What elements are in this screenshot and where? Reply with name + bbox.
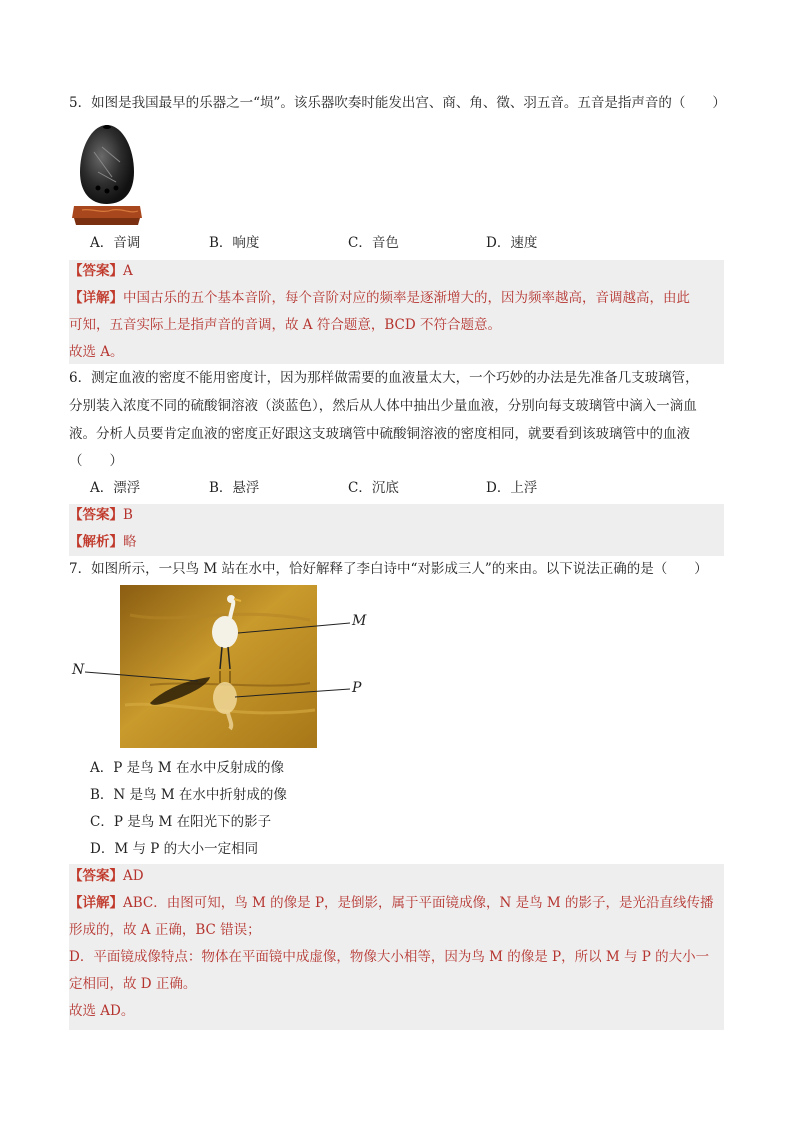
q5-option-b: B．响度 xyxy=(209,235,260,251)
explain-label: 【详解】 xyxy=(69,895,123,911)
explain-label: 【详解】 xyxy=(69,290,123,306)
q6-option-c: C．沉底 xyxy=(348,480,399,496)
q5-answer-block xyxy=(69,260,724,364)
explain-text: 中国古乐的五个基本音阶，每个音阶对应的频率是逐渐增大的，因为频率越高，音调越高，由此 xyxy=(123,290,690,306)
q5-explanation-2: 可知，五音实际上是指声音的音调，故 A 符合题意，BCD 不符合题意。 xyxy=(69,317,501,333)
q6-option-d: D．上浮 xyxy=(486,480,538,496)
q7-answer-block xyxy=(69,864,724,1030)
answer-value: B xyxy=(123,507,133,523)
answer-value: A xyxy=(123,263,133,279)
q7-explanation-1 xyxy=(69,894,714,912)
figure-label-p: P xyxy=(352,680,362,696)
q7-answer xyxy=(69,867,144,885)
q6-option-b: B．悬浮 xyxy=(209,480,260,496)
explain-text: ABC．由图可知，鸟 M 的像是 P，是倒影，属于平面镜成像，N 是鸟 M 的影子，是光沿直线传播 xyxy=(123,895,714,911)
q6-stem-4: （ ） xyxy=(69,453,123,469)
answer-label: 【答案】 xyxy=(69,507,123,523)
figure-label-n: N xyxy=(72,662,85,678)
q6-option-a: A．漂浮 xyxy=(90,480,141,496)
q5-conclusion: 故选 A。 xyxy=(69,344,124,360)
bird-reflection-figure xyxy=(70,585,380,750)
q5-answer xyxy=(69,262,133,280)
q5-option-c: C．音色 xyxy=(348,235,399,251)
answer-label: 【答案】 xyxy=(69,868,123,884)
q6-stem-2: 分别装入浓度不同的硫酸铜溶液（淡蓝色），然后从人体中抽出少量血液，分别向每支玻璃管中滴入一滴血 xyxy=(69,398,697,414)
q7-explanation-2: 形成的，故 A 正确，BC 错误； xyxy=(69,922,261,938)
q7-conclusion: 故选 AD。 xyxy=(69,1003,135,1019)
figure-label-m: M xyxy=(352,613,367,629)
q7-option-b: B．N 是鸟 M 在水中折射成的像 xyxy=(90,787,287,803)
q5-stem: 5．如图是我国最早的乐器之一“埙”。该乐器吹奏时能发出宫、商、角、徵、羽五音。五音是指声音的（ ） xyxy=(69,95,726,111)
q5-option-d: D．速度 xyxy=(486,235,538,251)
q7-option-d: D．M 与 P 的大小一定相同 xyxy=(90,841,259,857)
analysis-text: 略 xyxy=(123,534,137,550)
q7-explanation-3: D．平面镜成像特点：物体在平面镜中成虚像，物像大小相等，因为鸟 M 的像是 P，所以 M 与 P 的大小一 xyxy=(69,949,710,965)
q7-explanation-4: 定相同，故 D 正确。 xyxy=(69,976,197,992)
q6-stem-1: 6．测定血液的密度不能用密度计，因为那样做需要的血液量太大，一个巧妙的办法是先准备几支玻璃管， xyxy=(69,370,699,386)
analysis-label: 【解析】 xyxy=(69,534,123,550)
q6-answer-block xyxy=(69,504,724,556)
xun-instrument-image xyxy=(72,122,142,226)
answer-label: 【答案】 xyxy=(69,263,123,279)
q7-option-c: C．P 是鸟 M 在阳光下的影子 xyxy=(90,814,272,830)
q7-stem: 7．如图所示，一只鸟 M 站在水中，恰好解释了李白诗中“对影成三人”的来由。以下说法正确的是（ ） xyxy=(69,561,708,577)
q5-explanation-1 xyxy=(69,289,690,307)
q6-stem-3: 液。分析人员要肯定血液的密度正好跟这支玻璃管中硫酸铜溶液的密度相同，就要看到该玻璃管中的血液 xyxy=(69,426,690,442)
answer-value: AD xyxy=(123,868,144,884)
q5-option-a: A．音调 xyxy=(90,235,141,251)
q7-option-a: A．P 是鸟 M 在水中反射成的像 xyxy=(90,760,285,776)
q6-answer xyxy=(69,506,133,524)
q6-analysis xyxy=(69,533,137,551)
